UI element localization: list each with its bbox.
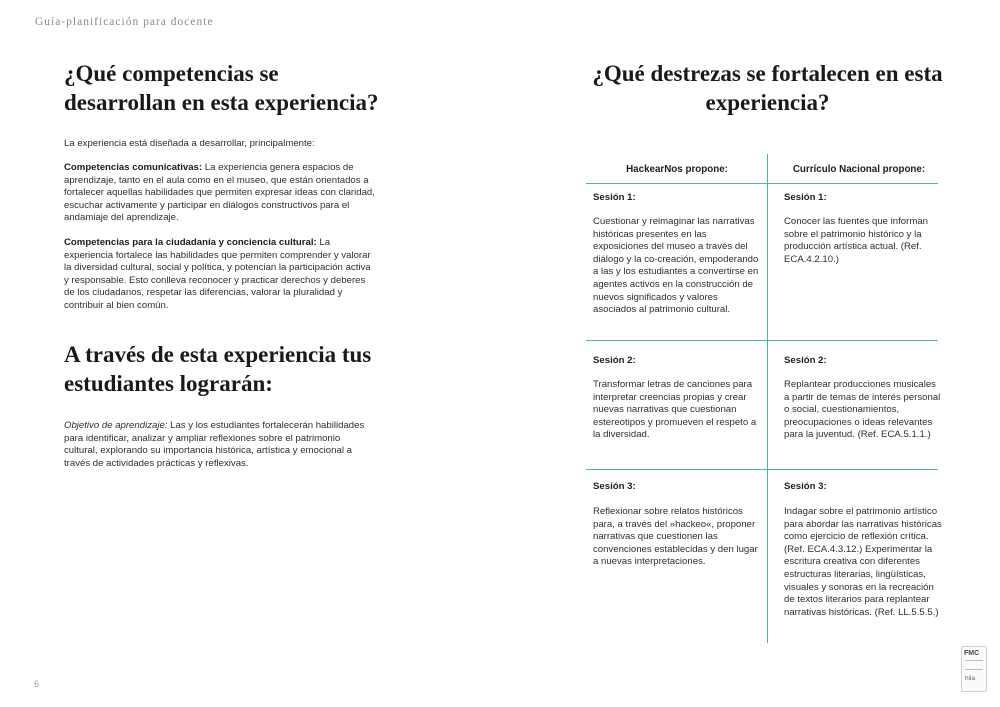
achievements-title: A través de esta experiencia tus estudiantes lograrán: [64,342,372,396]
logo-lines [965,660,983,670]
communicative-label: Competencias comunicativas: [64,162,203,173]
session-label: Sesión 2: [593,355,636,366]
page-number: 6 [34,679,40,689]
citizenship-text: La experiencia fortalece las habilidades que permiten comprender y valorar la diversidad cultural, social y política, y potencian la participación activa y responsable. Esto conlleva reconocer y practicar derechos y deberes de los ciudadanos, respetar las diferencias, valorar la pluralidad y contribuir al bien común. [64,237,371,311]
intro-text: La experiencia está diseñada a desarrollar, principalmente: [64,138,315,149]
session-label: Sesión 3: [593,481,636,492]
table-column-divider [767,154,768,643]
table-cell: Indagar sobre el patrimonio artístico para abordar las narrativas históricas como ejercicio de reflexión crítica. (Ref. ECA.4.3.12.) Experimentar la escritura creativa con diferentes estructuras literarias, lingüísticas, visuales y sonoras en la recreación de textos literarios para replantear narrativas históricas. (Ref. LL.5.5.5.) [784,506,942,618]
citizenship-label: Competencias para la ciudadanía y conciencia cultural: [64,237,317,248]
table-row-divider [586,340,938,341]
table-header-divider [586,183,938,184]
logo-text: FMC [964,650,980,657]
table-cell: Cuestionar y reimaginar las narrativas históricas presentes en las exposiciones del museo a través del diálogo y la co-creación, empoderando a las y los estudiantes a convertirse en agentes activos en la construcción de nuevos significados y valores asociados al patrimonio cultural. [593,216,759,316]
table-header-curriculo: Currículo Nacional propone: [792,164,926,175]
session-label: Sesión 2: [784,355,827,366]
document-header: Guía-planificación para docente [35,16,214,28]
table-cell: Conocer las fuentes que informan sobre el patrimonio histórico y la producción artística actual. (Ref. ECA.4.2.10.) [784,216,928,265]
communicative-competencies [64,162,376,225]
citizenship-competencies [64,237,376,313]
objective-label: Objetivo de aprendizaje: [64,420,168,431]
communicative-text: La experiencia genera espacios de aprendizaje, tanto en el aula como en el museo, que están orientados a fortalecer aquellas habilidades que permiten expresar ideas con claridad, escuchar activamente y participar en diálogos constructivos para el andamiaje del aprendizaje. [64,162,375,224]
objective-text: Las y los estudiantes fortalecerán habilidades para identificar, analizar y ampliar reflexiones sobre el patrimonio cultural, explorando su importancia histórica, artística y emocional a través de actividades prácticas y reflexivas. [64,420,365,469]
table-cell: Replantear producciones musicales a partir de temas de interés personal o social, cuestionamientos, preocupaciones o ideas relevantes para la juventud. (Ref. ECA.5.1.1.) [784,379,941,441]
table-cell: Transformar letras de canciones para interpretar creencias propias y crear nuevas narrativas que cuestionan estereotipos y promueven el respeto a la diversidad. [593,379,757,441]
competencies-title: ¿Qué competencias se desarrollan en esta experiencia? [64,61,379,115]
table-row-divider [586,469,938,470]
logo-sub: hila [965,675,976,682]
table-cell: Reflexionar sobre relatos históricos para, a través del »hackeo«, proponer narrativas que cuestionen las convenciones establecidas y den lugar a nuevas interpretaciones. [593,506,758,568]
session-label: Sesión 1: [593,192,636,203]
table-header-hackearnos: HackearNos propone: [626,164,728,175]
learning-objective [64,420,374,470]
session-label: Sesión 3: [784,481,827,492]
session-label: Sesión 1: [784,192,827,203]
fmc-logo [961,646,987,692]
skills-title: ¿Qué destrezas se fortalecen en esta experiencia? [592,61,943,115]
